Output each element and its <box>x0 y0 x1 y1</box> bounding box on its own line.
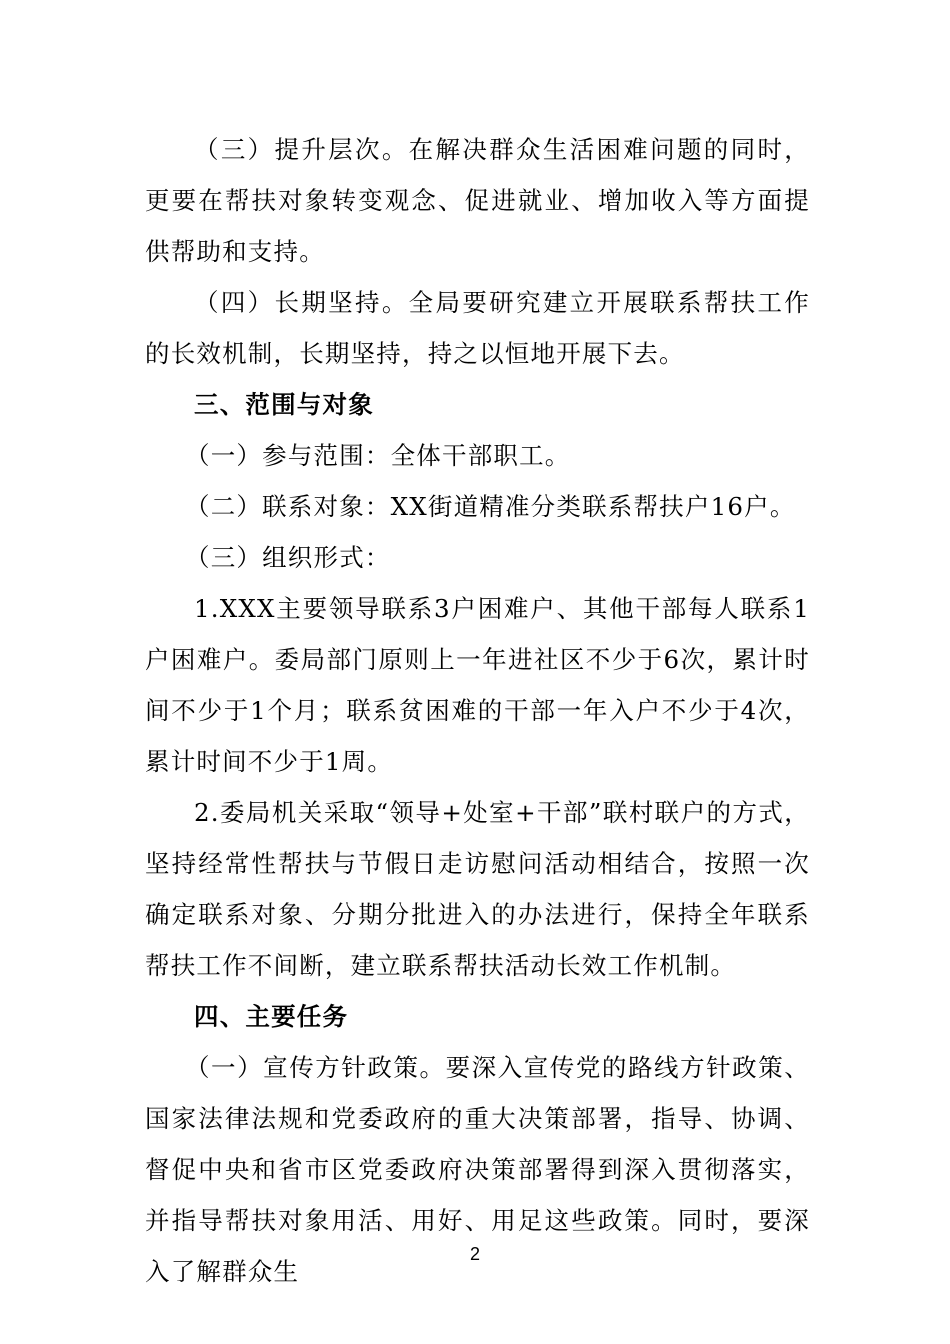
section-heading-scope: 三、范围与对象 <box>194 390 374 419</box>
paragraph-long-term <box>145 277 810 379</box>
paragraph-raise-level <box>145 124 810 277</box>
paragraph-lead: （三）提升层次。 <box>194 135 409 164</box>
paragraph-item-1: 1.XXX主要领导联系3户困难户、其他干部每人联系1户困难户。委局部门原则上一年进社区不少于6次，累计时间不少于1个月；联系贫困难的干部一年入户不少于4次，累计时间不少于1周。 <box>145 594 810 776</box>
paragraph-organization-form: （三）组织形式： <box>185 543 391 572</box>
paragraph-contact-targets: （二）联系对象：XX街道精准分类联系帮扶户16户。 <box>185 492 796 521</box>
paragraph-lead: （一）宣传方针政策。 <box>185 1053 446 1082</box>
paragraph-text: 在解决群众生活困难问题的同时，更要在帮扶对象转变观念、促进就业、增加收入等方面提供帮助和支持。 <box>145 135 810 266</box>
paragraph-item-2: 2.委局机关采取“领导+处室+干部”联村联户的方式，坚持经常性帮扶与节假日走访慰问活动相结合，按照一次确定联系对象、分期分批进入的办法进行，保持全年联系帮扶工作不间断，建立联系帮扶活动长效工作机制。 <box>145 798 810 980</box>
document-body <box>145 124 810 1297</box>
paragraph-participation-scope: （一）参与范围：全体干部职工。 <box>185 441 571 470</box>
paragraph-text: 全局要研究建立开展联系帮扶工作的长效机制，长期坚持，持之以恒地开展下去。 <box>145 288 810 368</box>
paragraph-text: 要深入宣传党的路线方针政策、国家法律法规和党委政府的重大决策部署，指导、协调、督促中央和省市区党委政府决策部署得到深入贯彻落实，并指导帮扶对象用活、用好、用足这些政策。同时，要深入了解群众生 <box>145 1053 810 1286</box>
section-heading-tasks: 四、主要任务 <box>194 1002 349 1031</box>
paragraph-lead: （四）长期坚持。 <box>194 288 409 317</box>
page-number: 2 <box>469 1244 480 1264</box>
